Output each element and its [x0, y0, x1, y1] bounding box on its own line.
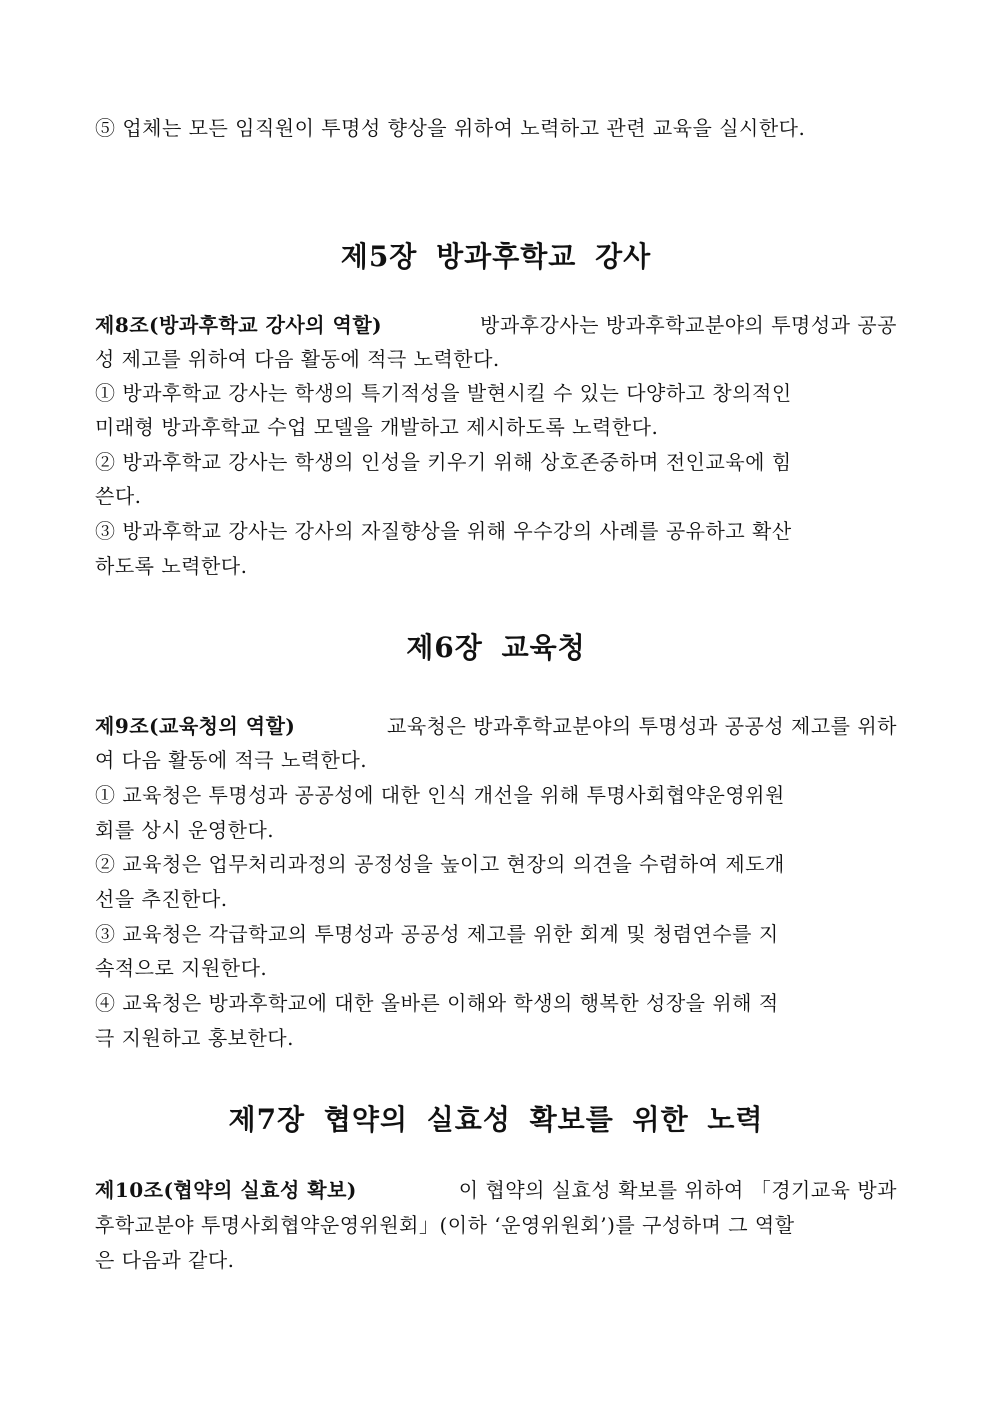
article-9-item-4-line-1: ④ 교육청은 방과후학교에 대한 올바른 이해와 학생의 행복한 성장을 위해 적	[95, 991, 779, 1015]
article-10-line-3: 은 다음과 같다.	[95, 1248, 235, 1272]
article-8-line-2: 성 제고를 위하여 다음 활동에 적극 노력한다.	[95, 347, 500, 371]
article-9-heading: 제9조(교육청의 역할)	[95, 714, 296, 738]
article-8-item-3-line-2: 하도록 노력한다.	[95, 554, 248, 578]
article-10-heading: 제10조(협약의 실효성 확보)	[95, 1178, 357, 1202]
article-9-item-1-line-2: 회를 상시 운영한다.	[95, 818, 275, 842]
article-9-item-3-line-2: 속적으로 지원한다.	[95, 956, 268, 980]
article-8-line-1	[95, 310, 897, 340]
chapter-5-title: 제5장 방과후학교 강사	[340, 240, 652, 273]
item-5-text: ⑤ 업체는 모든 임직원이 투명성 향상을 위하여 노력하고 관련 교육을 실시한다.	[95, 116, 806, 140]
chapter-6-title: 제6장 교육청	[406, 631, 586, 664]
article-8-item-3-line-1: ③ 방과후학교 강사는 강사의 자질향상을 위해 우수강의 사례를 공유하고 확산	[95, 519, 792, 543]
article-8-item-2-line-2: 쓴다.	[95, 484, 142, 508]
article-8-item-1-line-2: 미래형 방과후학교 수업 모델을 개발하고 제시하도록 노력한다.	[95, 415, 659, 439]
article-9-item-2-line-2: 선을 추진한다.	[95, 887, 228, 911]
article-8-intro: 방과후강사는 방과후학교분야의 투명성과 공공	[480, 313, 897, 337]
article-9-item-2-line-1: ② 교육청은 업무처리과정의 공정성을 높이고 현장의 의견을 수렴하여 제도개	[95, 852, 785, 876]
article-8-heading: 제8조(방과후학교 강사의 역할)	[95, 313, 383, 337]
article-10-intro: 이 협약의 실효성 확보를 위하여 「경기교육 방과	[458, 1178, 897, 1202]
article-9-item-1-line-1: ① 교육청은 투명성과 공공성에 대한 인식 개선을 위해 투명사회협약운영위원	[95, 783, 785, 807]
article-9-intro: 교육청은 방과후학교분야의 투명성과 공공성 제고를 위하	[387, 714, 897, 738]
article-8-item-2-line-1: ② 방과후학교 강사는 학생의 인성을 키우기 위해 상호존중하며 전인교육에 힘	[95, 450, 792, 474]
article-9-line-1	[95, 711, 897, 741]
chapter-7-title: 제7장 협약의 실효성 확보를 위한 노력	[228, 1103, 764, 1136]
article-9-item-3-line-1: ③ 교육청은 각급학교의 투명성과 공공성 제고를 위한 회계 및 청렴연수를 지	[95, 922, 779, 946]
article-9-item-4-line-2: 극 지원하고 홍보한다.	[95, 1026, 294, 1050]
article-10-line-2: 후학교분야 투명사회협약운영위원회」(이하 ‘운영위원회’)를 구성하며 그 역할	[95, 1213, 795, 1237]
article-8-item-1-line-1: ① 방과후학교 강사는 학생의 특기적성을 발현시킬 수 있는 다양하고 창의적인	[95, 381, 792, 405]
article-10-line-1	[95, 1175, 897, 1205]
article-9-line-2: 여 다음 활동에 적극 노력한다.	[95, 748, 368, 772]
